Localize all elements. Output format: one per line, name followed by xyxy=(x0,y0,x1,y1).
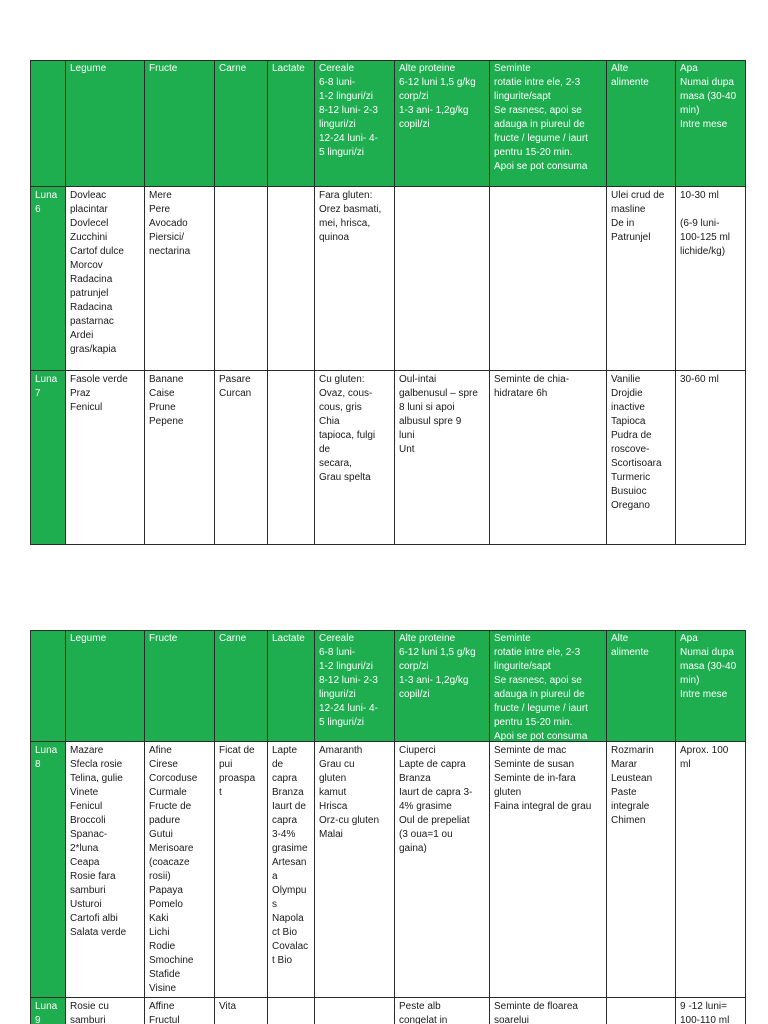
cell-carne: Vita xyxy=(215,998,268,1024)
cell-alte-alimente: Ulei crud de masline De in Patrunjel xyxy=(607,187,676,371)
cell-lactate xyxy=(268,187,315,371)
cell-carne: Ficat de pui proaspa t xyxy=(215,742,268,998)
header-corner-cell xyxy=(31,631,66,742)
header-alte-proteine: Alte proteine 6-12 luni 1,5 g/kg corp/zi 1-3 ani- 1,2g/kg copil/zi xyxy=(395,61,490,187)
cell-carne: Pasare Curcan xyxy=(215,371,268,545)
cell-apa: 30-60 ml xyxy=(676,371,746,545)
row-label-luna-8: Luna 8 xyxy=(31,742,66,998)
cell-alte-alimente xyxy=(607,998,676,1024)
header-lactate: Lactate xyxy=(268,61,315,187)
cell-lactate xyxy=(268,371,315,545)
header-alte-proteine: Alte proteine 6-12 luni 1,5 g/kg corp/zi 1-3 ani- 1,2g/kg copil/zi xyxy=(395,631,490,742)
cell-legume: Rosie cu samburi xyxy=(66,998,145,1024)
nutrition-table-2 xyxy=(30,630,746,1024)
header-apa: Apa Numai dupa masa (30-40 min) Intre mese xyxy=(676,631,746,742)
cell-alte-proteine: Peste alb congelat in xyxy=(395,998,490,1024)
cell-cereale: Amaranth Grau cu gluten kamut Hrisca Orz-cu gluten Malai xyxy=(315,742,395,998)
cell-carne xyxy=(215,187,268,371)
cell-alte-proteine: Oul-intai galbenusul – spre 8 luni si apoi albusul spre 9 luni Unt xyxy=(395,371,490,545)
header-carne: Carne xyxy=(215,61,268,187)
cell-seminte: Seminte de chia- hidratare 6h xyxy=(490,371,607,545)
row-label-luna-6: Luna 6 xyxy=(31,187,66,371)
nutrition-table-1 xyxy=(30,60,746,545)
cell-fructe: Banane Caise Prune Pepene xyxy=(145,371,215,545)
cell-cereale xyxy=(315,998,395,1024)
header-seminte: Seminte rotatie intre ele, 2-3 lingurite/sapt Se rasnesc, apoi se adauga in piureul de fructe / legume / iaurt pentru 15-20 min. Apoi se pot consuma xyxy=(490,61,607,187)
header-cereale: Cereale 6-8 luni- 1-2 linguri/zi 8-12 luni- 2-3 linguri/zi 12-24 luni- 4- 5 linguri/zi xyxy=(315,631,395,742)
cell-lactate: Lapte de capra Branza Iaurt de capra 3-4% grasime Artesan a Olympu s Napola ct Bio Covalac t Bio xyxy=(268,742,315,998)
cell-apa: Aprox. 100 ml xyxy=(676,742,746,998)
header-carne: Carne xyxy=(215,631,268,742)
cell-apa: 10-30 ml (6-9 luni- 100-125 ml lichide/kg) xyxy=(676,187,746,371)
row-label-luna-7: Luna 7 xyxy=(31,371,66,545)
cell-alte-proteine xyxy=(395,187,490,371)
cell-alte-alimente: Vanilie Drojdie inactive Tapioca Pudra de roscove- Scortisoara Turmeric Busuioc Oregano xyxy=(607,371,676,545)
cell-seminte xyxy=(490,187,607,371)
cell-alte-proteine: Ciuperci Lapte de capra Branza Iaurt de capra 3- 4% grasime Oul de prepeliat (3 oua=1 ou gaina) xyxy=(395,742,490,998)
cell-lactate xyxy=(268,998,315,1024)
header-legume: Legume xyxy=(66,631,145,742)
cell-cereale: Cu gluten: Ovaz, cous- cous, gris Chia tapioca, fulgi de secara, Grau spelta xyxy=(315,371,395,545)
cell-alte-alimente: Rozmarin Marar Leustean Paste integrale Chimen xyxy=(607,742,676,998)
header-fructe: Fructe xyxy=(145,61,215,187)
cell-apa: 9 -12 luni= 100-110 ml xyxy=(676,998,746,1024)
header-corner-cell xyxy=(31,61,66,187)
header-legume: Legume xyxy=(66,61,145,187)
cell-legume: Fasole verde Praz Fenicul xyxy=(66,371,145,545)
header-lactate: Lactate xyxy=(268,631,315,742)
cell-cereale: Fara gluten: Orez basmati, mei, hrisca, quinoa xyxy=(315,187,395,371)
cell-seminte: Seminte de floarea soarelui xyxy=(490,998,607,1024)
header-apa: Apa Numai dupa masa (30-40 min) Intre mese xyxy=(676,61,746,187)
header-fructe: Fructe xyxy=(145,631,215,742)
cell-legume: Mazare Sfecla rosie Telina, gulie Vinete Fenicul Broccoli Spanac- 2*luna Ceapa Rosie fara samburi Usturoi Cartofi albi Salata verde xyxy=(66,742,145,998)
row-label-luna-9: Luna 9 xyxy=(31,998,66,1024)
header-alte-alimente: Alte alimente xyxy=(607,631,676,742)
cell-fructe: Affine Fructul xyxy=(145,998,215,1024)
header-alte-alimente: Alte alimente xyxy=(607,61,676,187)
header-seminte: Seminte rotatie intre ele, 2-3 lingurite/sapt Se rasnesc, apoi se adauga in piureul de fructe / legume / iaurt pentru 15-20 min. Apoi se pot consuma xyxy=(490,631,607,742)
header-cereale: Cereale 6-8 luni- 1-2 linguri/zi 8-12 luni- 2-3 linguri/zi 12-24 luni- 4- 5 linguri/zi xyxy=(315,61,395,187)
cell-seminte: Seminte de mac Seminte de susan Seminte de in-fara gluten Faina integral de grau xyxy=(490,742,607,998)
cell-fructe: Afine Cirese Corcoduse Curmale Fructe de padure Gutui Merisoare (coacaze rosii) Papaya Pomelo Kaki Lichi Rodie Smochine Stafide Visine xyxy=(145,742,215,998)
cell-fructe: Mere Pere Avocado Piersici/ nectarina xyxy=(145,187,215,371)
cell-legume: Dovleac placintar Dovlecel Zucchini Cartof dulce Morcov Radacina patrunjel Radacina pastarnac Ardei gras/kapia xyxy=(66,187,145,371)
